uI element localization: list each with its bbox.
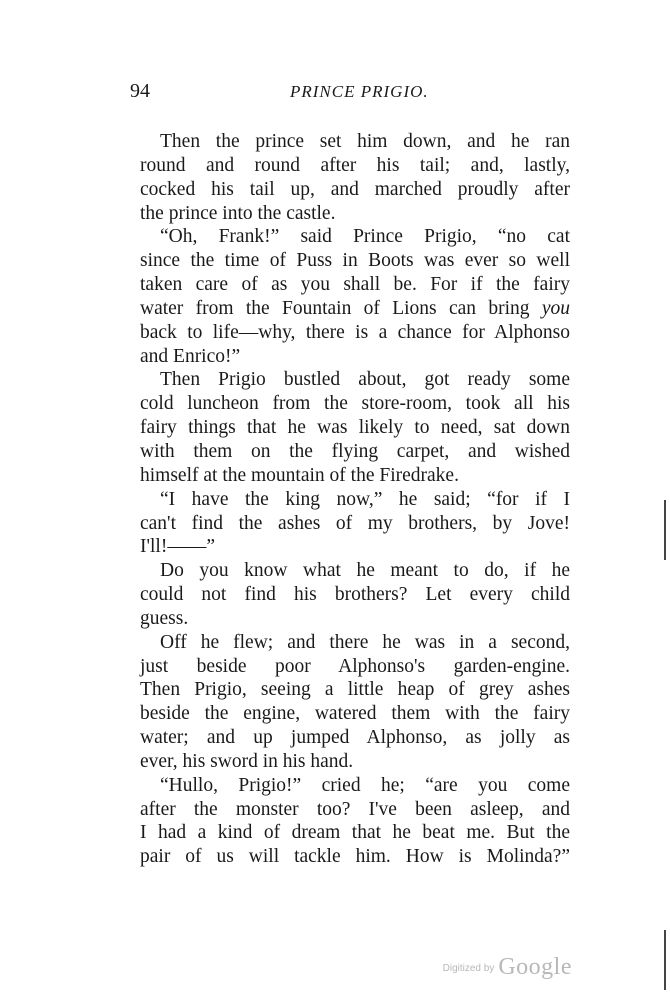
text-line: and Enrico!”	[140, 345, 241, 367]
text-line: the prince into the castle.	[140, 202, 336, 224]
page-edge-mark	[664, 500, 666, 560]
text-line: back to life—why, there is a chance for Alphonso	[140, 321, 570, 343]
text-line: taken care of as you shall be. For if the fairy	[140, 274, 570, 296]
text-line: water from the Fountain of Lions can bring you	[140, 297, 570, 319]
text-line: cold luncheon from the store-room, took all his	[140, 393, 570, 415]
text-line: Off he flew; and there he was in a second,	[160, 631, 570, 653]
watermark-brand-logo: Google	[498, 954, 572, 980]
text-line: can't find the ashes of my brothers, by Jove!	[140, 512, 570, 534]
text-line: just beside poor Alphonso's garden-engine.	[140, 655, 570, 677]
text-line: himself at the mountain of the Firedrake.	[140, 464, 459, 486]
text-line: “Hullo, Prigio!” cried he; “are you come	[160, 774, 570, 796]
text-line: round and round after his tail; and, lastly,	[140, 154, 570, 176]
text-line: Then Prigio bustled about, got ready some	[160, 369, 570, 391]
text-line: Then the prince set him down, and he ran	[160, 131, 570, 152]
text-line: Do you know what he meant to do, if he	[160, 560, 570, 582]
text-line: fairy things that he was likely to need, sat down	[140, 417, 570, 439]
page-number: 94	[130, 80, 150, 102]
watermark-prefix: Digitized by	[442, 963, 495, 974]
text-line: guess.	[140, 607, 189, 629]
digitization-watermark	[443, 954, 572, 981]
body-text	[140, 130, 570, 869]
text-line: beside the engine, watered them with the fairy	[140, 703, 570, 725]
text-line: “I have the king now,” he said; “for if I	[160, 488, 570, 510]
text-line: water; and up jumped Alphonso, as jolly as	[140, 727, 570, 749]
text-line: “Oh, Frank!” said Prince Prigio, “no cat	[160, 226, 570, 248]
text-line: ever, his sword in his hand.	[140, 750, 354, 772]
text-line: Then Prigio, seeing a little heap of grey ashes	[140, 679, 570, 701]
text-line: since the time of Puss in Boots was ever so well	[140, 250, 570, 272]
running-title: PRINCE PRIGIO.	[290, 82, 429, 101]
text-line: could not find his brothers? Let every child	[140, 584, 570, 606]
text-line: pair of us will tackle him. How is Molinda?”	[140, 846, 570, 868]
text-line: with them on the flying carpet, and wished	[140, 440, 570, 462]
text-line: I'll!——”	[140, 536, 215, 558]
text-line: after the monster too? I've been asleep, and	[140, 798, 570, 820]
text-line: cocked his tail up, and marched proudly after	[140, 178, 570, 200]
running-header	[130, 80, 570, 110]
page-edge-mark	[664, 930, 666, 990]
text-line: I had a kind of dream that he beat me. But the	[140, 822, 570, 844]
emphasized-word: you	[541, 297, 570, 319]
